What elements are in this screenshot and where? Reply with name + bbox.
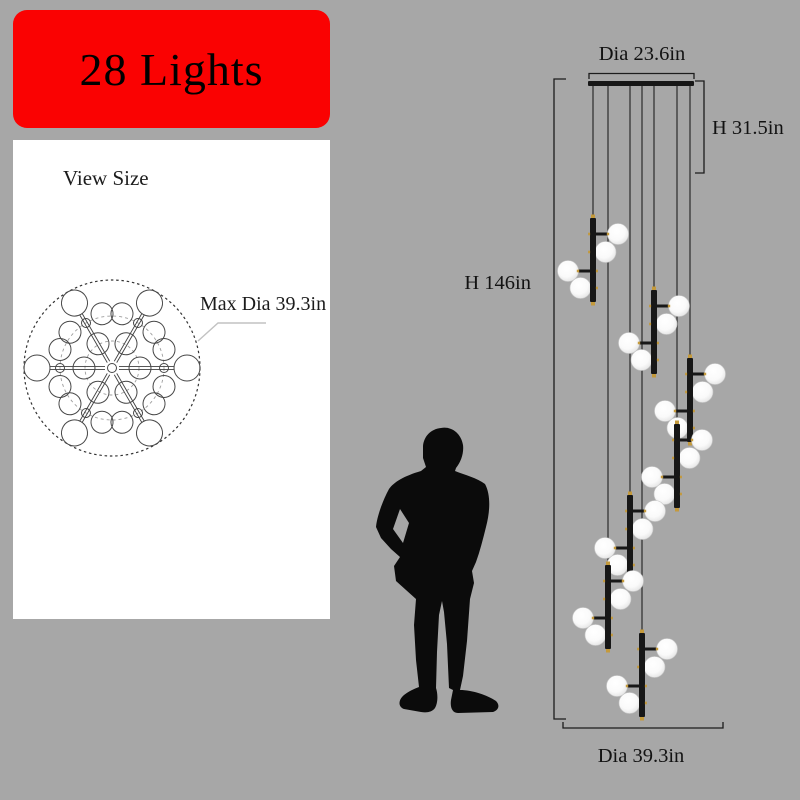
chandelier-pendants — [558, 215, 726, 721]
max-dia-leader-line — [198, 323, 266, 341]
pendant-rod-1 — [558, 215, 629, 306]
lights-count-label: 28 Lights — [79, 43, 264, 95]
total-height-label: H 146in — [464, 272, 531, 294]
ceiling-canopy — [588, 81, 694, 86]
drop-height-dimension — [695, 81, 784, 173]
suspension-wires — [593, 86, 690, 633]
pendant-rod-4 — [642, 421, 713, 512]
top-dia-label: Dia 23.6in — [598, 43, 686, 65]
drop-height-label: H 31.5in — [712, 117, 784, 139]
top-view-diagram-icon — [13, 140, 330, 619]
center-hub — [108, 364, 117, 373]
pendant-rod-2 — [619, 287, 690, 378]
lights-count-banner — [13, 10, 330, 128]
max-dia-label: Max Dia 39.3in — [200, 293, 327, 315]
pendant-rod-7 — [607, 630, 678, 721]
pendant-rod-3 — [655, 355, 726, 446]
bottom-diameter-dimension — [563, 722, 723, 767]
human-silhouette — [376, 428, 498, 713]
top-diameter-dimension — [589, 43, 694, 79]
pendant-rod-6 — [573, 562, 644, 653]
view-size-panel — [13, 140, 330, 619]
bottom-dia-label: Dia 39.3in — [597, 745, 685, 767]
total-height-dimension — [464, 79, 566, 719]
view-size-title: View Size — [63, 166, 149, 190]
pendant-rod-5 — [595, 492, 666, 583]
